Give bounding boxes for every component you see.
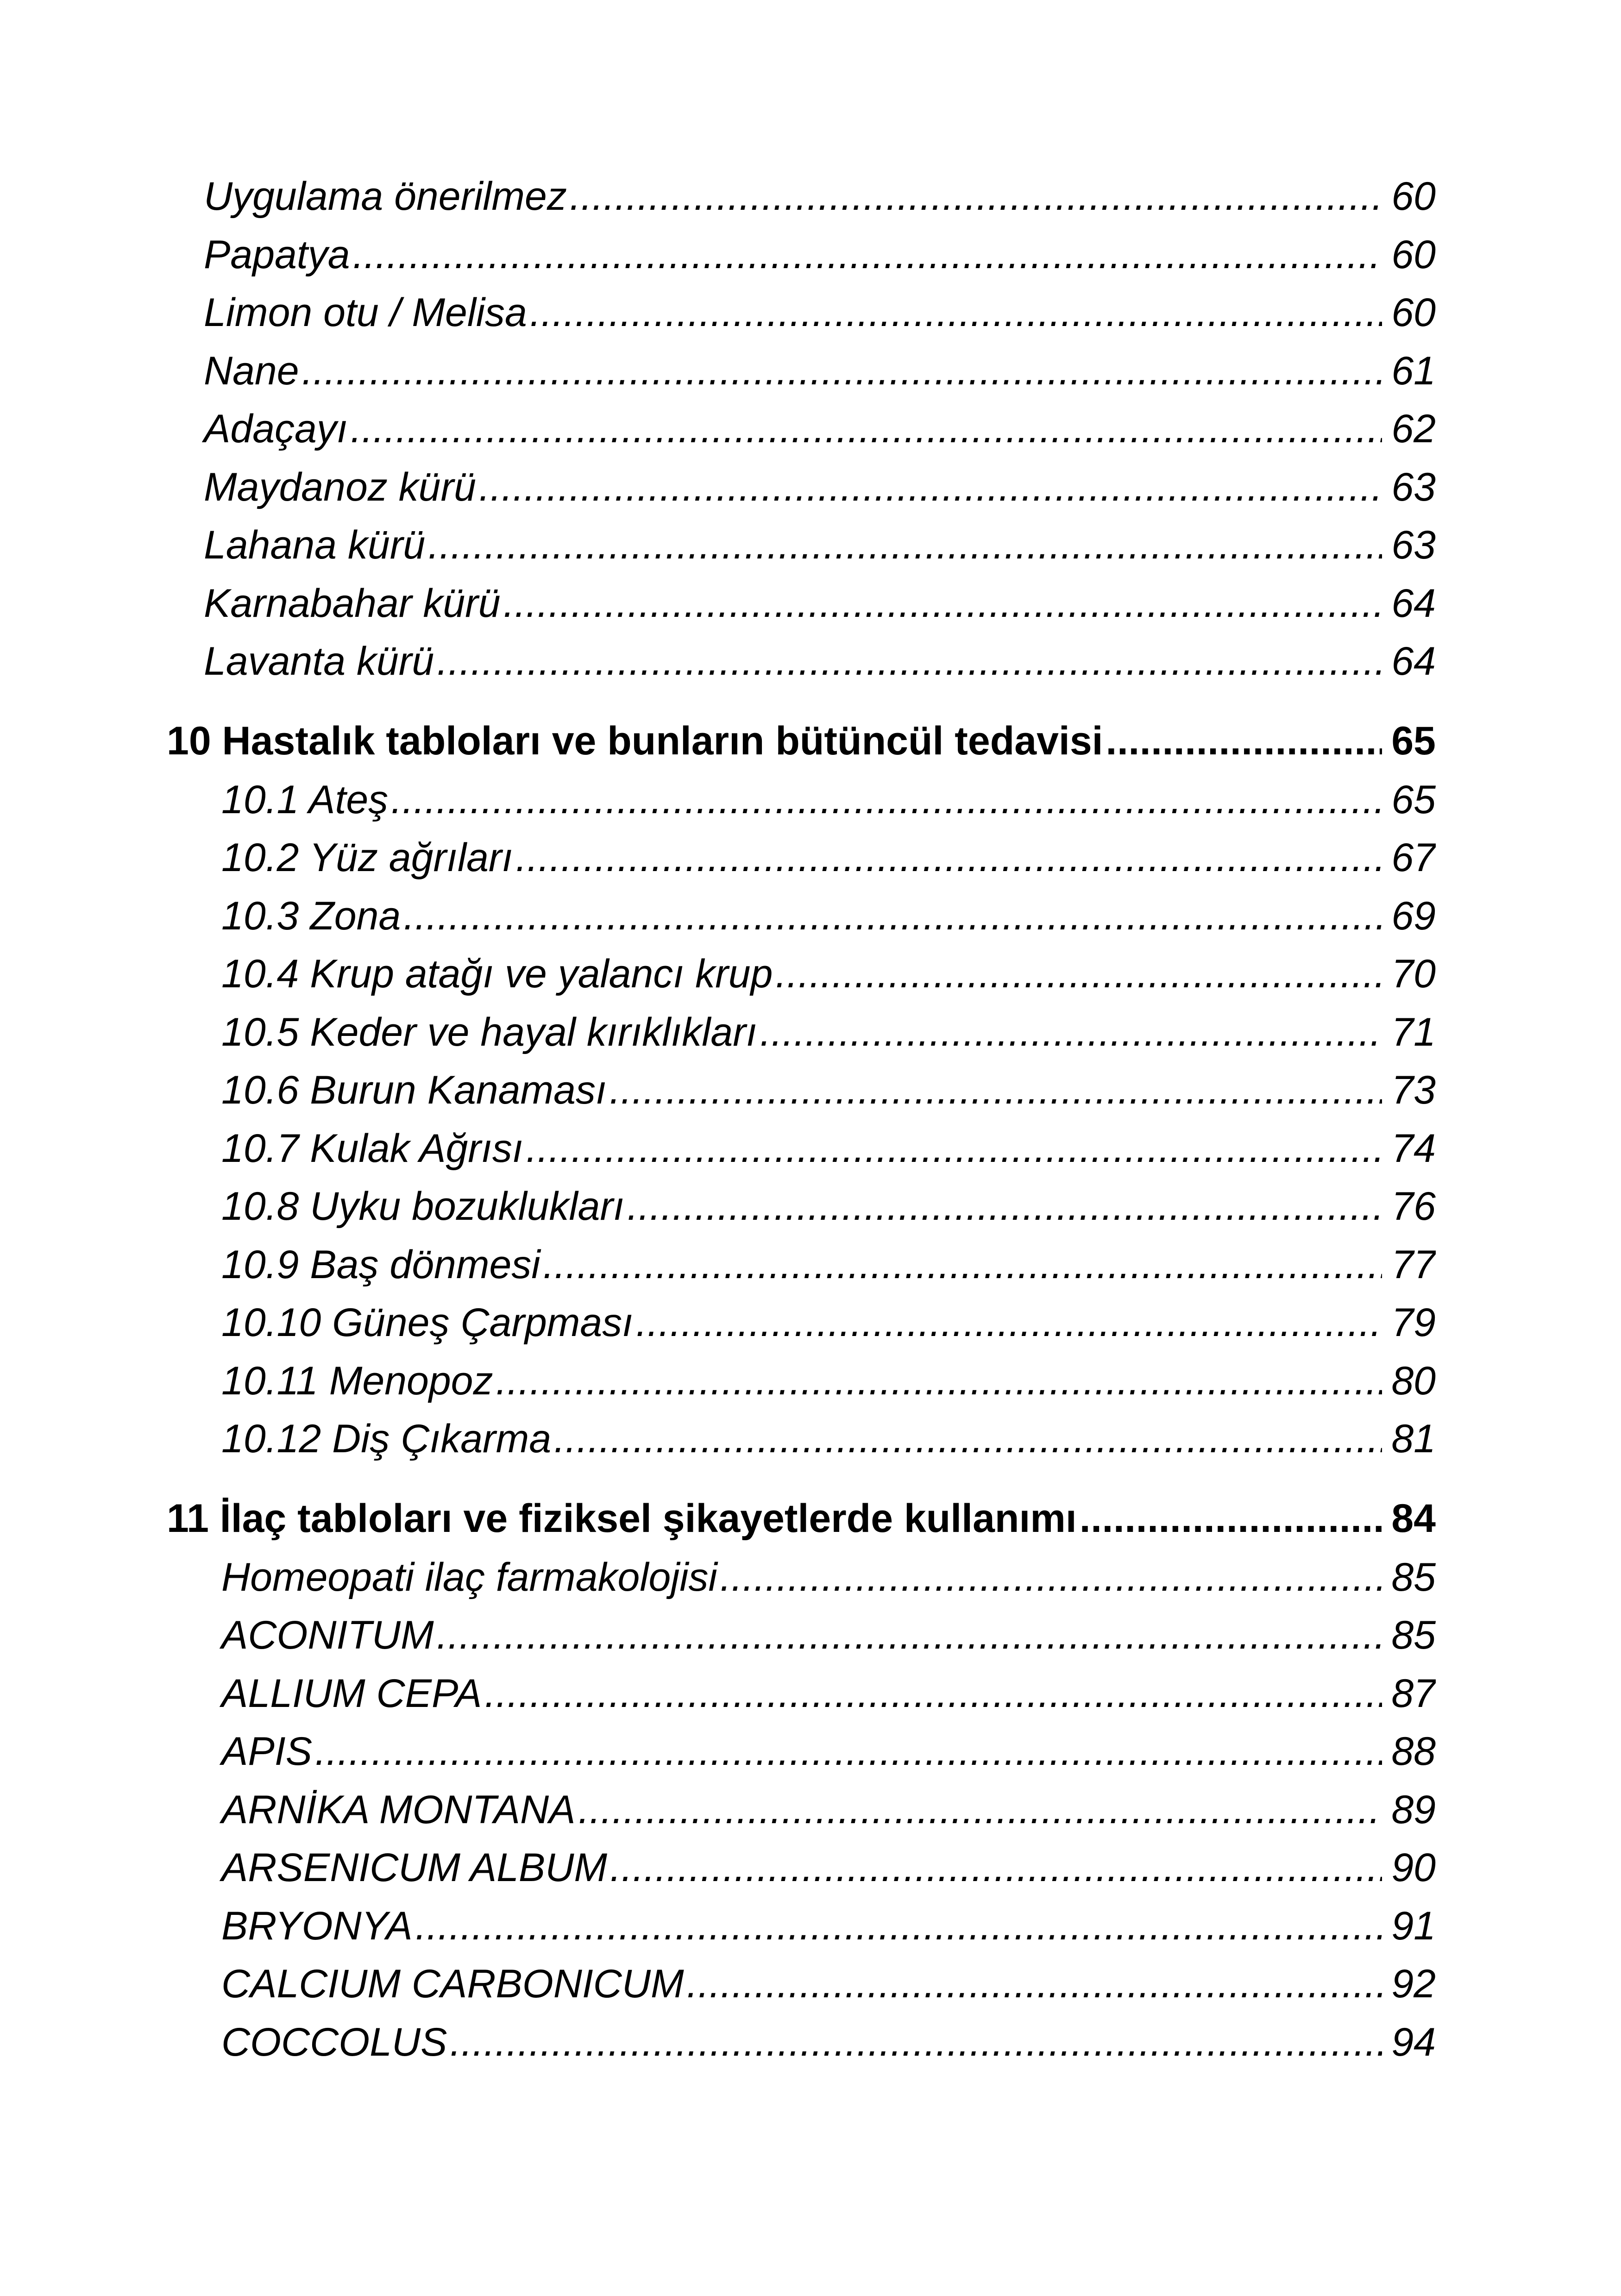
dot-leader [554, 1410, 1382, 1468]
dot-leader [437, 633, 1382, 691]
toc-entry-page-number: 62 [1391, 407, 1436, 451]
dot-leader [415, 1897, 1382, 1956]
dot-leader [315, 1723, 1382, 1781]
toc-entry-title: 10.9 Baş dönmesi [221, 1242, 540, 1287]
toc-entry-page-number: 90 [1391, 1845, 1436, 1890]
toc-entry-page-number: 63 [1391, 464, 1436, 509]
toc-entry-title: Nane [204, 348, 299, 393]
toc-entry[interactable] [167, 400, 1436, 458]
dot-leader [627, 1178, 1382, 1236]
toc-entry-page-number: 61 [1391, 348, 1436, 393]
toc-entry[interactable] [167, 1294, 1436, 1352]
toc-chapter-entry[interactable] [167, 711, 1436, 771]
toc-entry-page-number: 89 [1391, 1787, 1436, 1832]
toc-entry-title: Adaçayı [204, 407, 348, 451]
toc-entry-title: 10.4 Krup atağı ve yalancı krup [221, 952, 773, 996]
toc-entry[interactable] [167, 1061, 1436, 1120]
toc-entry-title: Maydanoz kürü [204, 464, 476, 509]
dot-leader [479, 458, 1382, 517]
toc-entry-title: 10.10 Güneş Çarpması [221, 1300, 634, 1345]
toc-entry[interactable] [167, 945, 1436, 1004]
toc-entry-page-number: 65 [1391, 777, 1436, 822]
dot-leader [760, 1004, 1382, 1062]
toc-entry-page-number: 73 [1391, 1068, 1436, 1112]
toc-entry-title: ARNİKA MONTANA [221, 1787, 576, 1832]
toc-entry-page-number: 60 [1391, 290, 1436, 335]
toc-entry[interactable] [167, 829, 1436, 887]
dot-leader [687, 1955, 1382, 2014]
toc-entry-page-number: 64 [1391, 639, 1436, 684]
toc-entry-title: 10.5 Keder ve hayal kırıklıkları [221, 1010, 757, 1054]
toc-entry[interactable] [167, 1410, 1436, 1468]
toc-entry-title: Homeopati ilaç farmakolojisi [221, 1555, 717, 1600]
toc-entry-title: APIS [221, 1729, 312, 1774]
toc-entry[interactable] [167, 575, 1436, 633]
toc-entry-page-number: 60 [1391, 232, 1436, 277]
toc-entry-page-number: 87 [1391, 1671, 1436, 1716]
toc-entry-page-number: 81 [1391, 1417, 1436, 1461]
toc-entry-page-number: 74 [1391, 1126, 1436, 1171]
toc-entry[interactable] [167, 1004, 1436, 1062]
toc-entry-title: 11 İlaç tabloları ve fiziksel şikayetlerde kullanımı [167, 1496, 1077, 1541]
dot-leader [526, 1120, 1382, 1178]
toc-entry-page-number: 85 [1391, 1555, 1436, 1600]
dot-leader [530, 284, 1382, 342]
toc-entry-title: ARSENICUM ALBUM [221, 1845, 608, 1890]
toc-entry-page-number: 94 [1391, 2020, 1436, 2064]
toc-entry[interactable] [167, 633, 1436, 691]
dot-leader [775, 945, 1382, 1004]
dot-leader [302, 342, 1382, 401]
dot-leader [391, 771, 1382, 829]
toc-entry[interactable] [167, 1352, 1436, 1411]
toc-entry-title: ALLIUM CEPA [221, 1671, 482, 1716]
dot-leader [578, 1781, 1382, 1839]
toc-entry-page-number: 76 [1391, 1184, 1436, 1229]
dot-leader [570, 168, 1382, 226]
dot-leader [1080, 1488, 1382, 1549]
dot-leader [484, 1665, 1382, 1723]
toc-entry-title: 10.3 Zona [221, 893, 401, 938]
toc-entry[interactable] [167, 1606, 1436, 1665]
toc-entry-title: ACONITUM [221, 1613, 434, 1657]
toc-entry-title: Lahana kürü [204, 523, 426, 567]
toc-chapter-entry[interactable] [167, 1488, 1436, 1549]
toc-entry[interactable] [167, 887, 1436, 946]
toc-entry[interactable] [167, 1549, 1436, 1607]
toc-entry-title: 10.7 Kulak Ağrısı [221, 1126, 523, 1171]
toc-entry[interactable] [167, 516, 1436, 575]
toc-entry[interactable] [167, 342, 1436, 401]
toc-entry-title: Karnabahar kürü [204, 581, 501, 626]
toc-entry-title: CALCIUM CARBONICUM [221, 1962, 684, 2006]
toc-entry-title: 10.2 Yüz ağrıları [221, 835, 513, 880]
dot-leader [496, 1352, 1382, 1411]
toc-entry-page-number: 60 [1391, 174, 1436, 219]
toc-entry-page-number: 79 [1391, 1300, 1436, 1345]
dot-leader [437, 1606, 1382, 1665]
toc-entry-page-number: 88 [1391, 1729, 1436, 1774]
toc-entry[interactable] [167, 458, 1436, 517]
dot-leader [403, 887, 1382, 946]
toc-entry[interactable] [167, 284, 1436, 342]
dot-leader [609, 1061, 1382, 1120]
toc-entry-page-number: 84 [1391, 1496, 1436, 1541]
toc-entry-title: Limon otu / Melisa [204, 290, 527, 335]
dot-leader [515, 829, 1382, 887]
toc-entry-title: 10.8 Uyku bozuklukları [221, 1184, 624, 1229]
toc-entry-page-number: 85 [1391, 1613, 1436, 1657]
toc-entry-title: 10 Hastalık tabloları ve bunların bütüncül tedavisi [167, 718, 1103, 763]
toc-entry-title: 10.11 Menopoz [221, 1358, 493, 1403]
toc-entry-title: Lavanta kürü [204, 639, 434, 684]
toc-entry-page-number: 77 [1391, 1242, 1436, 1287]
toc-entry-title: 10.6 Burun Kanaması [221, 1068, 607, 1112]
toc-entry-page-number: 69 [1391, 893, 1436, 938]
toc-entry-title: 10.1 Ateş [221, 777, 389, 822]
table-of-contents [167, 168, 1436, 2071]
toc-entry-page-number: 70 [1391, 952, 1436, 996]
toc-entry[interactable] [167, 1178, 1436, 1236]
dot-leader [503, 575, 1382, 633]
toc-entry[interactable] [167, 168, 1436, 226]
dot-leader [543, 1236, 1382, 1294]
toc-entry[interactable] [167, 1781, 1436, 1839]
toc-entry[interactable] [167, 771, 1436, 829]
toc-entry-page-number: 67 [1391, 835, 1436, 880]
toc-entry-title: BRYONYA [221, 1903, 413, 1948]
dot-leader [351, 400, 1382, 458]
toc-entry[interactable] [167, 1665, 1436, 1723]
toc-entry-page-number: 80 [1391, 1358, 1436, 1403]
toc-entry[interactable] [167, 1839, 1436, 1897]
toc-entry-page-number: 63 [1391, 523, 1436, 567]
toc-entry[interactable] [167, 1955, 1436, 2014]
toc-entry-page-number: 64 [1391, 581, 1436, 626]
toc-entry-page-number: 91 [1391, 1903, 1436, 1948]
dot-leader [636, 1294, 1382, 1352]
dot-leader [353, 226, 1382, 284]
toc-entry[interactable] [167, 1723, 1436, 1781]
toc-entry[interactable] [167, 1236, 1436, 1294]
toc-entry-title: Papatya [204, 232, 350, 277]
toc-entry-page-number: 92 [1391, 1962, 1436, 2006]
dot-leader [450, 2014, 1382, 2072]
dot-leader [1106, 711, 1382, 771]
dot-leader [720, 1549, 1382, 1607]
toc-entry[interactable] [167, 1897, 1436, 1956]
dot-leader [428, 516, 1382, 575]
toc-entry[interactable] [167, 1120, 1436, 1178]
dot-leader [610, 1839, 1382, 1897]
toc-entry-page-number: 65 [1391, 718, 1436, 763]
toc-entry-page-number: 71 [1391, 1010, 1436, 1054]
toc-entry-title: Uygulama önerilmez [204, 174, 567, 219]
toc-entry-title: COCCOLUS [221, 2020, 447, 2064]
toc-entry-title: 10.12 Diş Çıkarma [221, 1417, 552, 1461]
toc-entry[interactable] [167, 2014, 1436, 2072]
toc-entry[interactable] [167, 226, 1436, 284]
